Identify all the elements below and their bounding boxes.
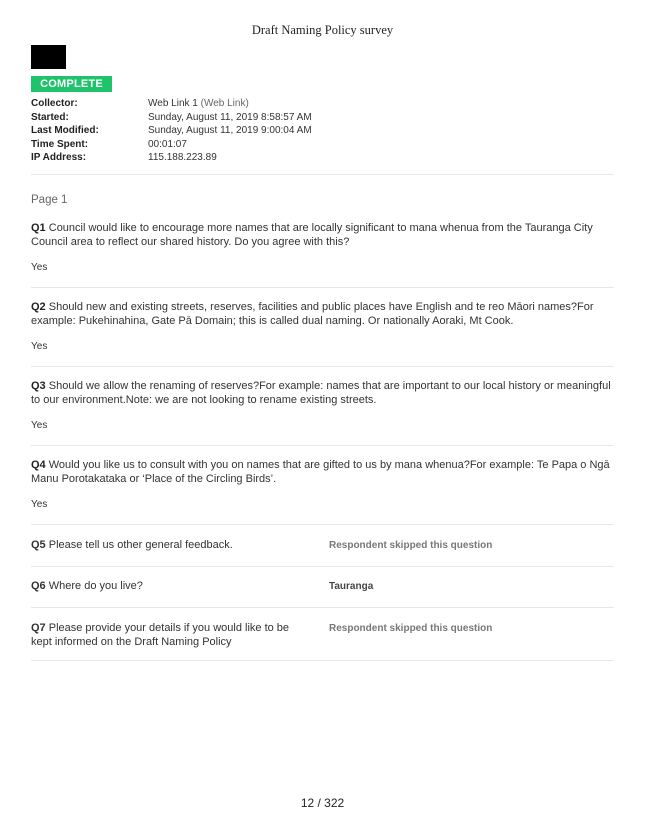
answer-q1: Yes: [31, 262, 48, 273]
meta-row-ip-address: [31, 151, 312, 165]
meta-value: 00:01:07: [148, 138, 187, 150]
divider: [31, 366, 614, 367]
meta-value: Web Link 1 (Web Link): [148, 98, 249, 109]
question-q4: Q4 Would you like us to consult with you on names that are gifted to us by mana whenua?For example: Te Papa o Ngā Manu Porotakataka or ‘Place of the Circling Birds’.: [31, 459, 610, 485]
divider: [31, 566, 614, 567]
divider: [31, 287, 614, 288]
meta-label: Collector:: [31, 98, 78, 109]
meta-row-collector: [31, 97, 312, 111]
question-q7: Q7 Please provide your details if you would like to be kept informed on the Draft Naming Policy: [31, 622, 290, 648]
answer-q6: Tauranga: [329, 581, 374, 592]
page-number: 12 / 322: [300, 796, 345, 810]
divider: [31, 174, 614, 175]
answer-q3: Yes: [31, 420, 48, 431]
question-q5: Q5 Please tell us other general feedback.: [31, 539, 233, 551]
meta-value: Sunday, August 11, 2019 8:58:57 AM: [148, 111, 312, 123]
answer-q4: Yes: [31, 499, 48, 510]
meta-label: Started:: [31, 111, 69, 123]
meta-label: Last Modified:: [31, 125, 99, 137]
meta-value: Sunday, August 11, 2019 9:00:04 AM: [148, 125, 312, 137]
meta-row-time-spent: [31, 138, 312, 152]
answer-q2: Yes: [31, 341, 48, 352]
divider: [31, 660, 614, 661]
document-title: Draft Naming Policy survey: [251, 23, 394, 37]
divider: [31, 445, 614, 446]
meta-row-started: [31, 111, 312, 125]
page-label: Page 1: [31, 194, 68, 206]
meta-label: Time Spent:: [31, 138, 89, 150]
question-q3: Q3 Should we allow the renaming of reserves?For example: names that are important to our local history or meaningful to our environment.Note: we are not looking to rename existing streets.: [31, 380, 611, 406]
meta-value: 115.188.223.89: [148, 152, 217, 164]
answer-q5: Respondent skipped this question: [329, 540, 493, 551]
meta-row-last-modified: [31, 124, 312, 138]
status-badge: COMPLETE: [31, 76, 112, 92]
question-q6: Q6 Where do you live?: [31, 580, 143, 592]
question-q1: Q1 Council would like to encourage more names that are locally significant to mana whenua from the Tauranga City Council area to reflect our shared history. Do you agree with this?: [31, 222, 593, 248]
response-metadata: [31, 97, 312, 165]
question-q2: Q2 Should new and existing streets, reserves, facilities and public places have English and te reo Māori names?For example: Pukehinahina, Gate Pā Domain; this is called dual naming. Or nationally Aoraki, Mt Cook.: [31, 301, 594, 327]
divider: [31, 524, 614, 525]
answer-q7: Respondent skipped this question: [329, 623, 493, 634]
redacted-logo-block: [31, 45, 66, 69]
divider: [31, 607, 614, 608]
meta-label: IP Address:: [31, 152, 87, 164]
